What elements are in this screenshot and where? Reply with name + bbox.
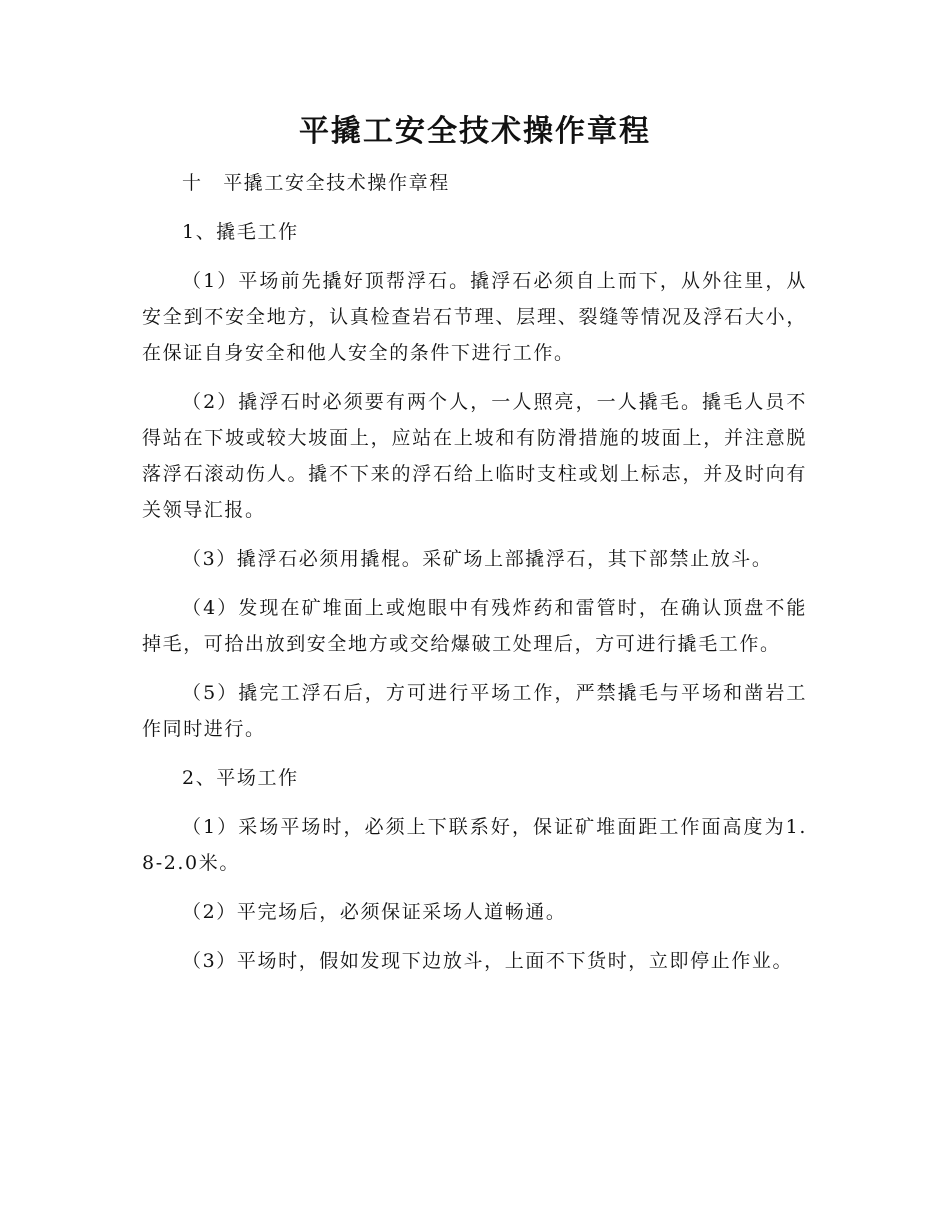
subsection-heading: 1、撬毛工作 [182,221,299,243]
paragraph: （3）撬浮石必须用撬棍。采矿场上部撬浮石，其下部禁止放斗。 [182,548,773,570]
subsection-heading: 2、平场工作 [182,767,299,789]
paragraph: （1）平场前先撬好顶帮浮石。撬浮石必须自上而下，从外往里，从安全到不安全地方，认真检查岩石节理、层理、裂缝等情况及浮石大小，在保证自身安全和他人安全的条件下进行工作。 [142,270,807,364]
section-heading: 十 平撬工安全技术操作章程 [182,172,450,194]
document-title: 平撬工安全技术操作章程 [299,114,651,149]
document-body [142,165,807,992]
paragraph: （4）发现在矿堆面上或炮眼中有残炸药和雷管时，在确认顶盘不能掉毛，可拾出放到安全地方或交给爆破工处理后，方可进行撬毛工作。 [142,597,807,655]
paragraph: （3）平场时，假如发现下边放斗，上面不下货时，立即停止作业。 [182,950,794,972]
paragraph: （1）采场平场时，必须上下联系好，保证矿堆面距工作面高度为1.8-2.0米。 [142,816,807,874]
paragraph: （2）平完场后，必须保证采场人道畅通。 [182,901,567,923]
paragraph: （2）撬浮石时必须要有两个人，一人照亮，一人撬毛。撬毛人员不得站在下坡或较大坡面上，应站在上坡和有防滑措施的坡面上，并注意脱落浮石滚动伤人。撬不下来的浮石给上临时支柱或划上标志，并及时向有关领导汇报。 [142,391,807,521]
paragraph: （5）撬完工浮石后，方可进行平场工作，严禁撬毛与平场和凿岩工作同时进行。 [142,682,807,740]
